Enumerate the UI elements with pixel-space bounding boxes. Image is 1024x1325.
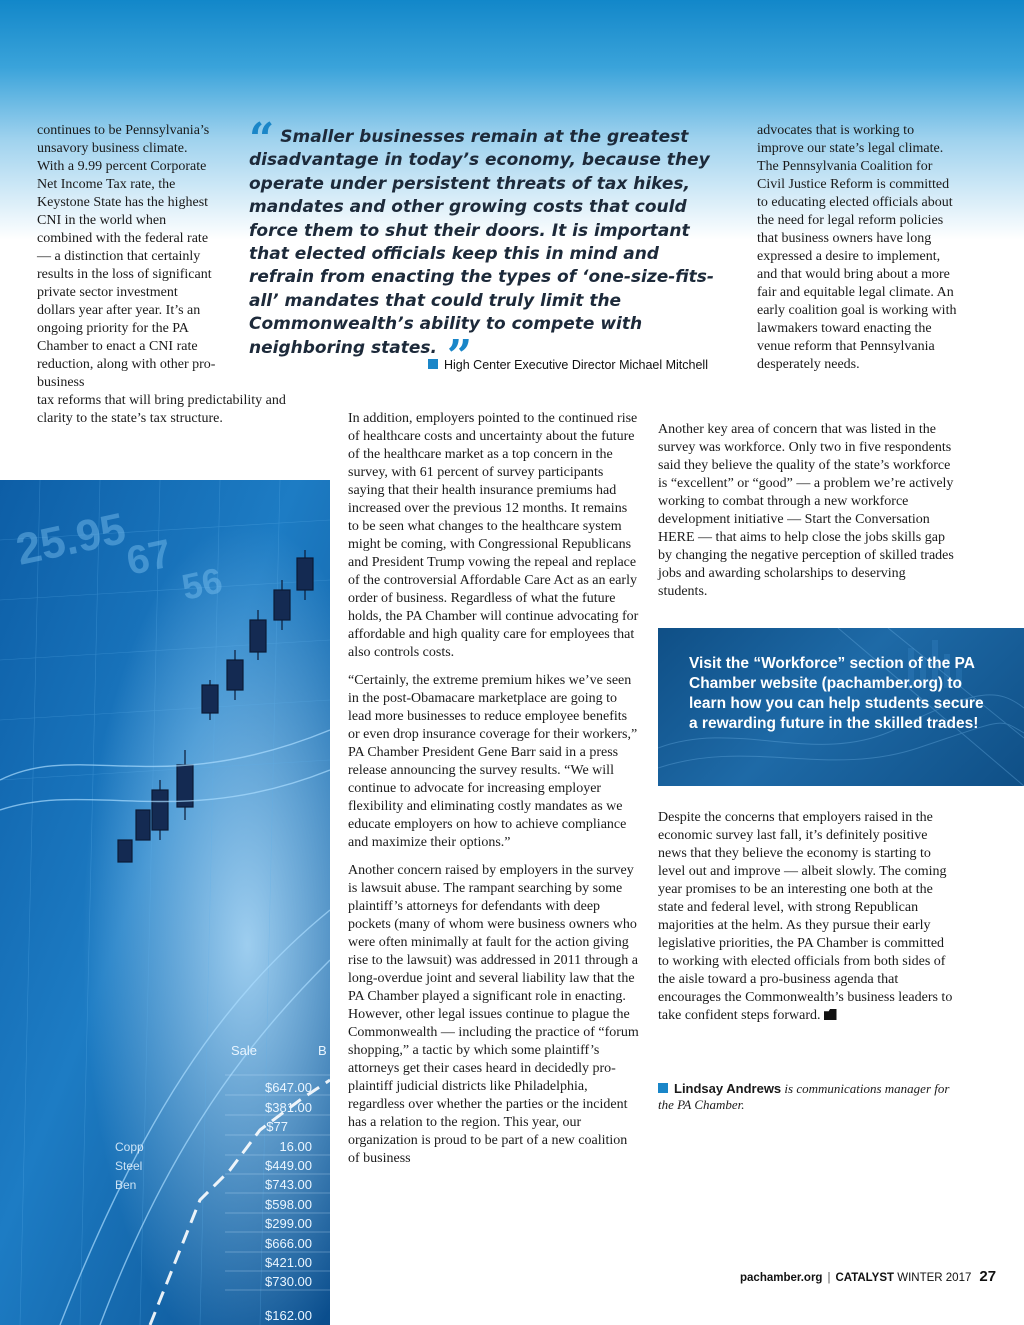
close-quote-icon: ” (446, 330, 473, 382)
right-column-bottom (658, 809, 958, 1025)
author-name: Lindsay Andrews (674, 1081, 782, 1096)
price-cell: $381.00 (265, 1100, 312, 1115)
price-cell: $162.00 (265, 1308, 312, 1323)
finance-illustration (0, 480, 330, 1325)
left-column-wide-text: tax reforms that will bring predictability and clarity to the state’s tax structure. (37, 393, 286, 426)
middle-paragraph-1: In addition, employers pointed to the continued rise of healthcare costs and uncertainty about the future of the healthcare market as a top concern in the survey, with 61 percent of survey participants saying that their health insurance premiums had increased over the previous 12 months. It remains to be seen what changes to the healthcare system might be coming, with Congressional Republicans and President Trump vowing the repeal and replace of the controversial Affordable Care Act as an early order of business. Regardless of what the future holds, the PA Chamber will continue advocating for affordable and high quality care for employees that also controls costs. (348, 411, 639, 660)
article-end-icon (824, 1009, 837, 1020)
footer-separator: | (827, 1272, 831, 1284)
price-cell: $421.00 (265, 1255, 312, 1270)
author-role: is communications manager for the PA Chamber. (658, 1081, 950, 1112)
price-cell: $449.00 (265, 1158, 312, 1173)
right-column-middle-text: Another key area of concern that was listed in the survey was workforce. Only two in five respondents said they believe the quality of the state’s workforce is “excellent” or “good” — a problem we’re actively working to combat through a new workforce development initiative — Start the Conversation HERE — that aims to help close the jobs skills gap by changing the negative perception of skilled trades jobs and awarding scholarships to deserving students. (658, 422, 954, 599)
middle-column (348, 410, 640, 1178)
middle-paragraph-2: “Certainly, the extreme premium hikes we’ve seen in the post-Obamacare marketplace are going to lead more businesses to reduce employee benefits or even drop insurance coverage for their workers,” PA Chamber President Gene Barr said in a press release announcing the survey results. “We will continue to advocate for increasing employer flexibility and eliminating costly mandates as we educate employers on how to achieve compliance and maximize their options.” (348, 673, 638, 850)
callout-text: Visit the “Workforce” section of the PA Chamber website (pachamber.org) to learn how you can help students secure a rewarding future in the skilled trades! (689, 655, 984, 732)
table-header-sale: Sale (231, 1043, 258, 1058)
price-cell: $743.00 (265, 1177, 312, 1192)
price-cell: $730.00 (265, 1274, 312, 1289)
footer-site: pachamber.org (740, 1272, 823, 1284)
big-number-3: 56 (178, 559, 226, 608)
right-column-bottom-text: Despite the concerns that employers raised in the economic survey last fall, it’s definitely positive news that they believe the economy is starting to level out and improve — albeit slowly. The coming year promises to be an interesting one both at the state and federal level, with strong Republican majorities at the helm. As they pursue their early legislative priorities, the PA Chamber is committed to working with elected officials from both sides of the aisle toward a pro-business agenda that encourages the Commonwealth’s business leaders to take confident steps forward. (658, 810, 953, 1023)
right-column-top (757, 122, 957, 374)
footer-magazine: CATALYST (835, 1272, 895, 1284)
right-column-top-text: advocates that is working to improve our state’s legal climate. The Pennsylvania Coalition for Civil Justice Reform is committed to educating elected officials about the need for legal reform policies that business owners have long expressed a desire to implement, and that would bring about a more fair and equitable legal climate. An early coalition goal is working with lawmakers toward enacting the venue reform that Pennsylvania desperately needs. (757, 123, 957, 372)
footer-issue: WINTER 2017 (897, 1272, 972, 1284)
right-column-middle (658, 421, 958, 601)
open-quote-icon: “ (249, 114, 275, 165)
big-number-1: 25.95 (11, 503, 130, 575)
price-cell: 16.00 (279, 1139, 312, 1154)
price-cell: $598.00 (265, 1197, 312, 1212)
big-number-2: 67 (122, 531, 176, 584)
workforce-callout (658, 628, 1024, 786)
quote-attribution-text: High Center Executive Director Michael Mitchell (444, 358, 708, 372)
author-byline (658, 1081, 968, 1113)
price-cell: $666.00 (265, 1236, 312, 1251)
blue-square-icon (428, 359, 438, 369)
table-row-label-1: Copp (115, 1140, 144, 1154)
table-row-label-3: Ben (115, 1178, 137, 1192)
table-header-partial: B (318, 1043, 327, 1058)
quote-attribution (428, 358, 728, 372)
finance-illustration-art (0, 480, 330, 1325)
price-cell: $647.00 (265, 1080, 312, 1095)
price-cell: $299.00 (265, 1216, 312, 1231)
left-column (37, 122, 286, 428)
table-row-label-2: Steel (115, 1159, 143, 1173)
page-number: 27 (979, 1268, 997, 1285)
price-cell: $77 (266, 1119, 288, 1134)
middle-paragraph-3: Another concern raised by employers in the survey is lawsuit abuse. The rampant searching by some plaintiff’s attorneys for defendants with deep pockets (many of whom were business owners who were often minimally at fault for the action giving rise to the lawsuit) was addressed in 2011 through a long-overdue joint and several liability law that the PA Chamber played a significant role in enacting. However, other legal issues continue to plague the Commonwealth — including the practice of “forum shopping,” a tactic by which some plaintiff’s attorneys get their cases heard in decidedly pro-plaintiff judicial districts like Philadelphia, regardless over whether the parties or the incident has a relation to the region. This year, our organization is proud to be part of a new coalition of business (348, 863, 639, 1166)
left-column-narrow-text: continues to be Pennsylvania’s unsavory business climate. With a 9.99 percent Corporate Net Income Tax rate, the Keystone State has the highest CNI in the world when combined with the federal rate — a distinction that certainly results in the loss of significant private sector investment dollars year after year. It’s an ongoing priority for the PA Chamber to enact a CNI rate reduction, along with other pro-business (37, 123, 216, 390)
blue-square-icon (658, 1083, 668, 1093)
page-footer (740, 1268, 997, 1285)
pull-quote-text: Smaller businesses remain at the greatest disadvantage in today’s economy, because they operate under persistent threats of tax hikes, mandates and other growing costs that could force them to shut their doors. It is important that elected officials keep this in mind and refrain from enacting the types of ‘one-size-fits-all’ mandates that could truly limit the Commonwealth’s ability to compete with neighboring states. (249, 127, 714, 358)
